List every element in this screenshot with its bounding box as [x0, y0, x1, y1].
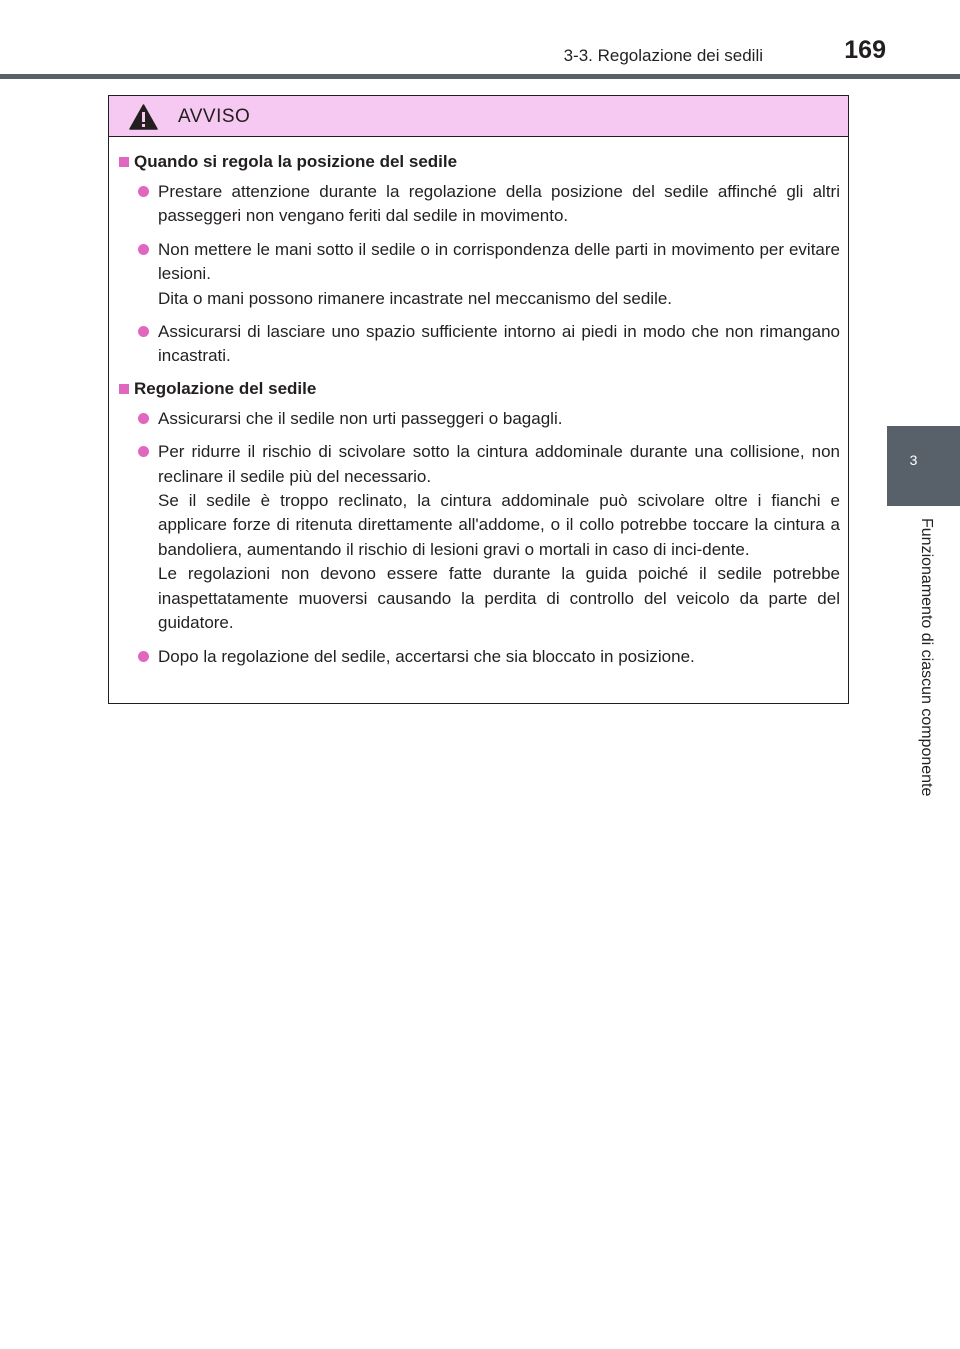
section-title: 3-3. Regolazione dei sedili: [563, 46, 763, 65]
chapter-number: 3: [909, 452, 918, 468]
round-bullet-icon: [138, 244, 149, 255]
bullet-item: [117, 407, 840, 431]
square-bullet-icon: [119, 157, 129, 167]
warning-body: [109, 137, 848, 669]
bullet-item: [117, 180, 840, 229]
bullet-text: [158, 645, 840, 669]
round-bullet-icon: [138, 413, 149, 424]
section-heading: [117, 151, 840, 173]
page-number: 169: [844, 36, 886, 64]
chapter-label: Funzionamento di ciascun componente: [918, 518, 935, 797]
warning-section: [117, 151, 840, 369]
warning-triangle-icon: [129, 104, 158, 130]
warning-header: [109, 96, 848, 137]
bullet-text: [158, 407, 840, 431]
header-rule: [0, 74, 960, 79]
bullet-paragraph: Se il sedile è troppo reclinato, la cintura addominale può scivolare oltre i fianchi e applicare forze di ritenuta direttamente all'addome, o il collo potrebbe toccare la cintura a bandoliera, aumentando il rischio di lesioni gravi o mortali in caso di inci-dente.: [158, 491, 840, 559]
bullet-paragraph: Non mettere le mani sotto il sedile o in corrispondenza delle parti in movimento per evitare lesioni.: [158, 239, 840, 284]
bullet-paragraph: Dita o mani possono rimanere incastrate nel meccanismo del sedile.: [158, 288, 673, 308]
bullet-text: [158, 238, 840, 311]
bullet-item: [117, 238, 840, 311]
bullet-text: [158, 440, 840, 635]
warning-section: [117, 378, 840, 669]
section-heading-text: Quando si regola la posizione del sedile: [134, 152, 458, 171]
square-bullet-icon: [119, 384, 129, 394]
round-bullet-icon: [138, 186, 149, 197]
round-bullet-icon: [138, 326, 149, 337]
round-bullet-icon: [138, 651, 149, 662]
bullet-text: [158, 180, 840, 229]
bullet-paragraph: Assicurarsi di lasciare uno spazio sufficiente intorno ai piedi in modo che non rimangano incastrati.: [158, 322, 840, 366]
bullet-paragraph: Le regolazioni non devono essere fatte durante la guida poiché il sedile potrebbe inaspettatamente muoversi causando la perdita di controllo del veicolo da parte del guidatore.: [158, 564, 840, 633]
bullet-paragraph: Assicurarsi che il sedile non urti passeggeri o bagagli.: [158, 408, 563, 428]
bullet-text: [158, 320, 840, 369]
bullet-paragraph: Per ridurre il rischio di scivolare sotto la cintura addominale durante una collisione, non reclinare il sedile più del necessario.: [158, 442, 840, 486]
bullet-item: [117, 645, 840, 669]
bullet-item: [117, 440, 840, 635]
section-heading-text: Regolazione del sedile: [134, 378, 317, 398]
warning-box: [108, 95, 849, 704]
chapter-tab: [887, 426, 960, 506]
bullet-item: [117, 320, 840, 369]
bullet-paragraph: Prestare attenzione durante la regolazione della posizione del sedile affinché gli altri passeggeri non vengano feriti dal sedile in movimento.: [158, 182, 840, 226]
round-bullet-icon: [138, 446, 149, 457]
section-heading: [117, 378, 840, 400]
bullet-paragraph: Dopo la regolazione del sedile, accertarsi che sia bloccato in posizione.: [158, 646, 695, 666]
warning-title: AVVISO: [178, 106, 251, 127]
